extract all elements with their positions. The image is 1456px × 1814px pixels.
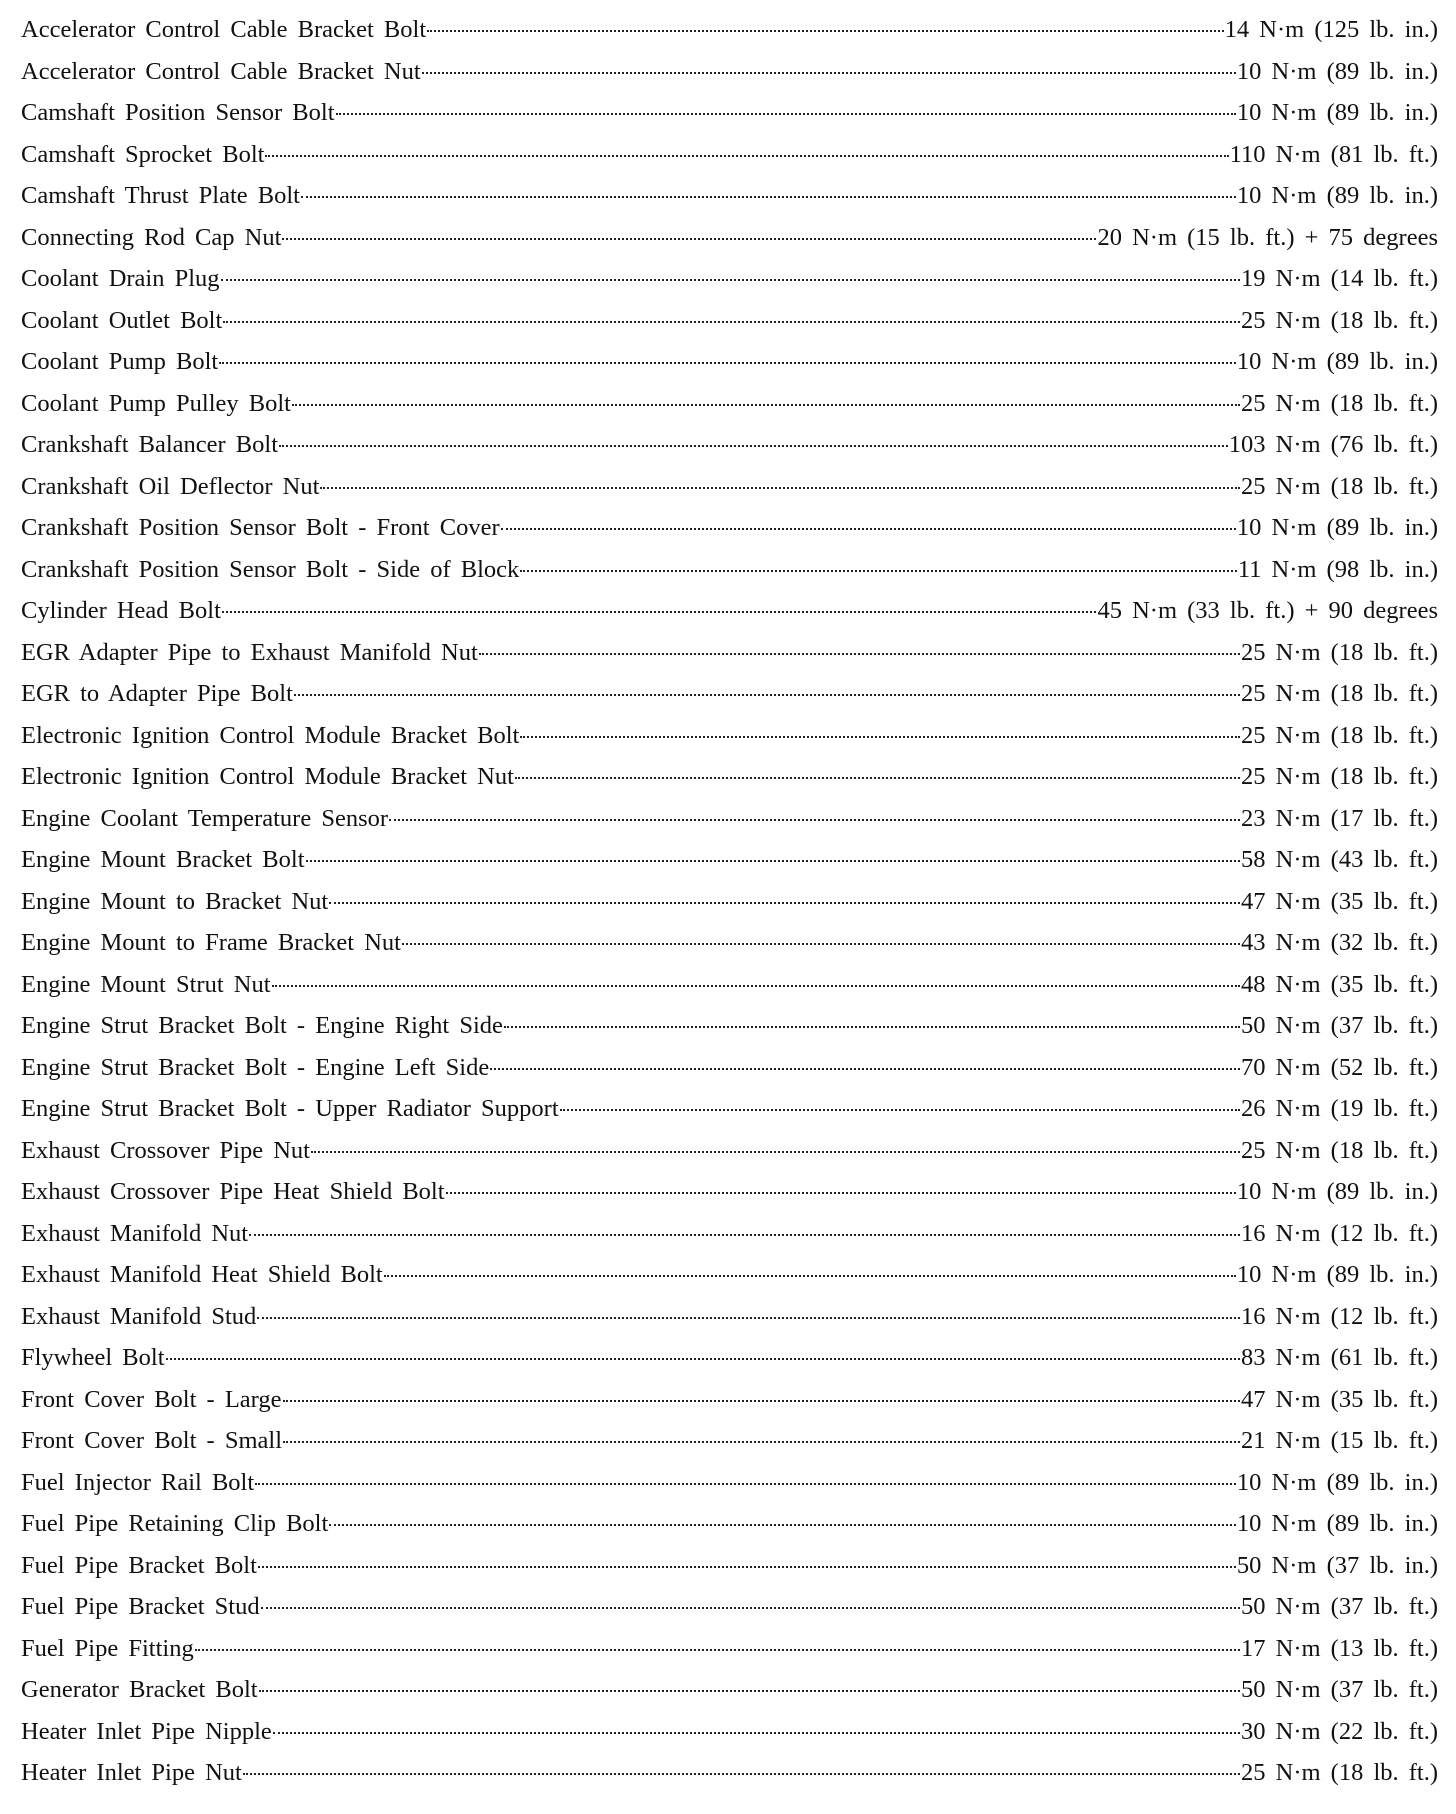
torque-spec-row xyxy=(21,141,1438,183)
dot-leader xyxy=(446,1192,1236,1194)
torque-spec-row xyxy=(21,514,1438,556)
torque-value: 25 N·m (18 lb. ft.) xyxy=(1241,1759,1438,1786)
torque-value: 10 N·m (89 lb. in.) xyxy=(1236,57,1438,85)
dot-leader xyxy=(283,1441,1240,1443)
fastener-name: Engine Mount Bracket Bolt xyxy=(21,846,305,873)
fastener-name: Coolant Pump Pulley Bolt xyxy=(21,389,291,417)
torque-spec-row xyxy=(21,763,1438,805)
torque-spec-row xyxy=(21,1593,1438,1635)
dot-leader xyxy=(265,155,1228,157)
torque-spec-row xyxy=(21,431,1438,473)
torque-value: 25 N·m (18 lb. ft.) xyxy=(1241,472,1438,500)
torque-spec-row xyxy=(21,265,1438,307)
dot-leader xyxy=(384,1275,1236,1277)
dot-leader xyxy=(273,1732,1240,1734)
torque-spec-row xyxy=(21,639,1438,681)
torque-spec-row xyxy=(21,99,1438,141)
fastener-name: Accelerator Control Cable Bracket Bolt xyxy=(21,16,427,43)
fastener-name: Exhaust Crossover Pipe Nut xyxy=(21,1136,310,1164)
torque-value: 16 N·m (12 lb. ft.) xyxy=(1241,1219,1438,1247)
dot-leader xyxy=(311,1151,1240,1153)
torque-spec-row xyxy=(21,1469,1438,1511)
torque-value: 19 N·m (14 lb. ft.) xyxy=(1241,265,1438,292)
dot-leader xyxy=(389,819,1240,821)
torque-spec-row xyxy=(21,680,1438,722)
dot-leader xyxy=(320,487,1240,489)
torque-value: 45 N·m (33 lb. ft.) + 90 degrees xyxy=(1097,597,1438,624)
torque-value: 10 N·m (89 lb. in.) xyxy=(1236,1178,1438,1205)
torque-value: 103 N·m (76 lb. ft.) xyxy=(1228,431,1438,458)
torque-spec-row xyxy=(21,1303,1438,1345)
fastener-name: Coolant Pump Bolt xyxy=(21,348,219,375)
fastener-name: Exhaust Manifold Stud xyxy=(21,1302,257,1330)
torque-spec-row xyxy=(21,1220,1438,1262)
fastener-name: EGR Adapter Pipe to Exhaust Manifold Nut xyxy=(21,638,478,666)
fastener-name: Generator Bracket Bolt xyxy=(21,1676,258,1703)
torque-value: 16 N·m (12 lb. ft.) xyxy=(1241,1302,1438,1330)
dot-leader xyxy=(257,1317,1240,1319)
torque-value: 50 N·m (37 lb. ft.) xyxy=(1241,1593,1438,1620)
torque-spec-row xyxy=(21,1386,1438,1428)
dot-leader xyxy=(520,570,1237,572)
dot-leader xyxy=(243,1773,1240,1775)
fastener-name: Accelerator Control Cable Bracket Nut xyxy=(21,57,421,85)
dot-leader xyxy=(490,1068,1240,1070)
torque-spec-row xyxy=(21,1676,1438,1718)
fastener-name: Engine Strut Bracket Bolt - Engine Left Side xyxy=(21,1053,490,1081)
dot-leader xyxy=(306,860,1241,862)
torque-spec-row xyxy=(21,722,1438,764)
dot-leader xyxy=(292,404,1240,406)
torque-value: 17 N·m (13 lb. ft.) xyxy=(1241,1634,1438,1662)
fastener-name: Crankshaft Oil Deflector Nut xyxy=(21,472,320,500)
fastener-name: Connecting Rod Cap Nut xyxy=(21,223,282,251)
torque-value: 50 N·m (37 lb. ft.) xyxy=(1241,1676,1438,1703)
fastener-name: Electronic Ignition Control Module Bracket Bolt xyxy=(21,721,520,749)
torque-value: 10 N·m (89 lb. in.) xyxy=(1236,1510,1438,1537)
dot-leader xyxy=(249,1234,1240,1236)
torque-spec-row xyxy=(21,1095,1438,1137)
torque-spec-row xyxy=(21,971,1438,1013)
torque-value: 83 N·m (61 lb. ft.) xyxy=(1241,1344,1438,1371)
fastener-name: Engine Mount to Bracket Nut xyxy=(21,887,329,915)
torque-spec-row xyxy=(21,348,1438,390)
torque-value: 58 N·m (43 lb. ft.) xyxy=(1241,846,1438,873)
torque-spec-row xyxy=(21,1054,1438,1096)
torque-spec-row xyxy=(21,1718,1438,1760)
dot-leader xyxy=(294,694,1240,696)
torque-value: 10 N·m (89 lb. in.) xyxy=(1236,1468,1438,1496)
dot-leader xyxy=(329,1524,1236,1526)
torque-spec-list xyxy=(21,16,1438,1801)
torque-spec-row xyxy=(21,929,1438,971)
fastener-name: Crankshaft Position Sensor Bolt - Front Cover xyxy=(21,514,500,541)
fastener-name: Camshaft Thrust Plate Bolt xyxy=(21,182,300,209)
dot-leader xyxy=(261,1607,1240,1609)
dot-leader xyxy=(166,1358,1240,1360)
dot-leader xyxy=(402,943,1240,945)
fastener-name: Heater Inlet Pipe Nipple xyxy=(21,1717,272,1745)
dot-leader xyxy=(515,777,1240,779)
torque-spec-row xyxy=(21,182,1438,224)
torque-value: 47 N·m (35 lb. ft.) xyxy=(1241,1385,1438,1413)
dot-leader xyxy=(283,1400,1240,1402)
torque-spec-row xyxy=(21,1137,1438,1179)
torque-spec-row xyxy=(21,16,1438,58)
dot-leader xyxy=(479,653,1240,655)
torque-spec-row xyxy=(21,1261,1438,1303)
dot-leader xyxy=(272,985,1240,987)
fastener-name: Front Cover Bolt - Large xyxy=(21,1385,282,1413)
dot-leader xyxy=(279,445,1228,447)
torque-spec-row xyxy=(21,1552,1438,1594)
fastener-name: Fuel Pipe Bracket Bolt xyxy=(21,1551,257,1579)
torque-value: 20 N·m (15 lb. ft.) + 75 degrees xyxy=(1097,223,1438,251)
torque-value: 50 N·m (37 lb. in.) xyxy=(1236,1551,1438,1579)
dot-leader xyxy=(422,72,1236,74)
fastener-name: Exhaust Crossover Pipe Heat Shield Bolt xyxy=(21,1178,445,1205)
dot-leader xyxy=(504,1026,1240,1028)
dot-leader xyxy=(223,321,1240,323)
torque-spec-row xyxy=(21,1510,1438,1552)
torque-value: 10 N·m (89 lb. in.) xyxy=(1236,348,1438,375)
fastener-name: EGR to Adapter Pipe Bolt xyxy=(21,680,293,707)
fastener-name: Engine Strut Bracket Bolt - Engine Right Side xyxy=(21,1012,503,1039)
torque-spec-row xyxy=(21,1344,1438,1386)
dot-leader xyxy=(501,528,1236,530)
dot-leader xyxy=(329,902,1240,904)
torque-spec-row xyxy=(21,224,1438,266)
torque-value: 25 N·m (18 lb. ft.) xyxy=(1241,721,1438,749)
dot-leader xyxy=(427,30,1224,32)
torque-spec-row xyxy=(21,307,1438,349)
fastener-name: Flywheel Bolt xyxy=(21,1344,165,1371)
fastener-name: Coolant Drain Plug xyxy=(21,265,220,292)
torque-value: 14 N·m (125 lb. in.) xyxy=(1224,16,1438,43)
fastener-name: Cylinder Head Bolt xyxy=(21,597,221,624)
torque-value: 110 N·m (81 lb. ft.) xyxy=(1229,140,1438,168)
torque-value: 48 N·m (35 lb. ft.) xyxy=(1241,970,1438,998)
fastener-name: Front Cover Bolt - Small xyxy=(21,1427,282,1454)
torque-value: 70 N·m (52 lb. ft.) xyxy=(1241,1053,1438,1081)
torque-value: 11 N·m (98 lb. in.) xyxy=(1237,555,1438,583)
torque-spec-row xyxy=(21,473,1438,515)
dot-leader xyxy=(282,238,1096,240)
fastener-name: Fuel Pipe Retaining Clip Bolt xyxy=(21,1510,329,1537)
dot-leader xyxy=(222,611,1097,613)
torque-spec-row xyxy=(21,597,1438,639)
dot-leader xyxy=(259,1690,1240,1692)
fastener-name: Coolant Outlet Bolt xyxy=(21,306,223,334)
dot-leader xyxy=(301,196,1236,198)
torque-spec-row xyxy=(21,58,1438,100)
torque-value: 10 N·m (89 lb. in.) xyxy=(1236,514,1438,541)
fastener-name: Exhaust Manifold Heat Shield Bolt xyxy=(21,1261,383,1288)
dot-leader xyxy=(219,362,1236,364)
torque-value: 21 N·m (15 lb. ft.) xyxy=(1241,1427,1438,1454)
torque-spec-row xyxy=(21,1427,1438,1469)
dot-leader xyxy=(255,1483,1236,1485)
torque-spec-row xyxy=(21,556,1438,598)
dot-leader xyxy=(258,1566,1236,1568)
fastener-name: Electronic Ignition Control Module Bracket Nut xyxy=(21,763,514,790)
fastener-name: Exhaust Manifold Nut xyxy=(21,1219,249,1247)
torque-spec-row xyxy=(21,846,1438,888)
dot-leader xyxy=(195,1649,1240,1651)
torque-spec-row xyxy=(21,1012,1438,1054)
torque-value: 47 N·m (35 lb. ft.) xyxy=(1241,887,1438,915)
dot-leader xyxy=(336,113,1236,115)
fastener-name: Heater Inlet Pipe Nut xyxy=(21,1759,242,1786)
torque-value: 25 N·m (18 lb. ft.) xyxy=(1241,680,1438,707)
fastener-name: Crankshaft Balancer Bolt xyxy=(21,431,279,458)
fastener-name: Fuel Pipe Bracket Stud xyxy=(21,1593,260,1620)
torque-spec-row xyxy=(21,1635,1438,1677)
torque-value: 26 N·m (19 lb. ft.) xyxy=(1241,1095,1438,1122)
torque-value: 30 N·m (22 lb. ft.) xyxy=(1241,1717,1438,1745)
torque-value: 23 N·m (17 lb. ft.) xyxy=(1241,804,1438,832)
fastener-name: Fuel Injector Rail Bolt xyxy=(21,1468,255,1496)
torque-spec-row xyxy=(21,1178,1438,1220)
fastener-name: Camshaft Position Sensor Bolt xyxy=(21,99,335,126)
dot-leader xyxy=(221,279,1240,281)
torque-value: 25 N·m (18 lb. ft.) xyxy=(1241,1136,1438,1164)
torque-value: 10 N·m (89 lb. in.) xyxy=(1236,1261,1438,1288)
fastener-name: Engine Mount Strut Nut xyxy=(21,970,271,998)
torque-spec-row xyxy=(21,1759,1438,1801)
torque-value: 10 N·m (89 lb. in.) xyxy=(1236,182,1438,209)
torque-spec-row xyxy=(21,390,1438,432)
torque-spec-row xyxy=(21,888,1438,930)
fastener-name: Engine Strut Bracket Bolt - Upper Radiator Support xyxy=(21,1095,559,1122)
torque-value: 43 N·m (32 lb. ft.) xyxy=(1241,929,1438,956)
torque-spec-row xyxy=(21,805,1438,847)
torque-value: 25 N·m (18 lb. ft.) xyxy=(1241,638,1438,666)
torque-value: 10 N·m (89 lb. in.) xyxy=(1236,99,1438,126)
torque-value: 25 N·m (18 lb. ft.) xyxy=(1241,306,1438,334)
fastener-name: Crankshaft Position Sensor Bolt - Side of Block xyxy=(21,555,520,583)
torque-value: 25 N·m (18 lb. ft.) xyxy=(1241,389,1438,417)
torque-value: 50 N·m (37 lb. ft.) xyxy=(1241,1012,1438,1039)
fastener-name: Fuel Pipe Fitting xyxy=(21,1634,194,1662)
fastener-name: Engine Mount to Frame Bracket Nut xyxy=(21,929,401,956)
torque-value: 25 N·m (18 lb. ft.) xyxy=(1241,763,1438,790)
dot-leader xyxy=(560,1109,1240,1111)
fastener-name: Engine Coolant Temperature Sensor xyxy=(21,804,389,832)
fastener-name: Camshaft Sprocket Bolt xyxy=(21,140,265,168)
dot-leader xyxy=(520,736,1240,738)
